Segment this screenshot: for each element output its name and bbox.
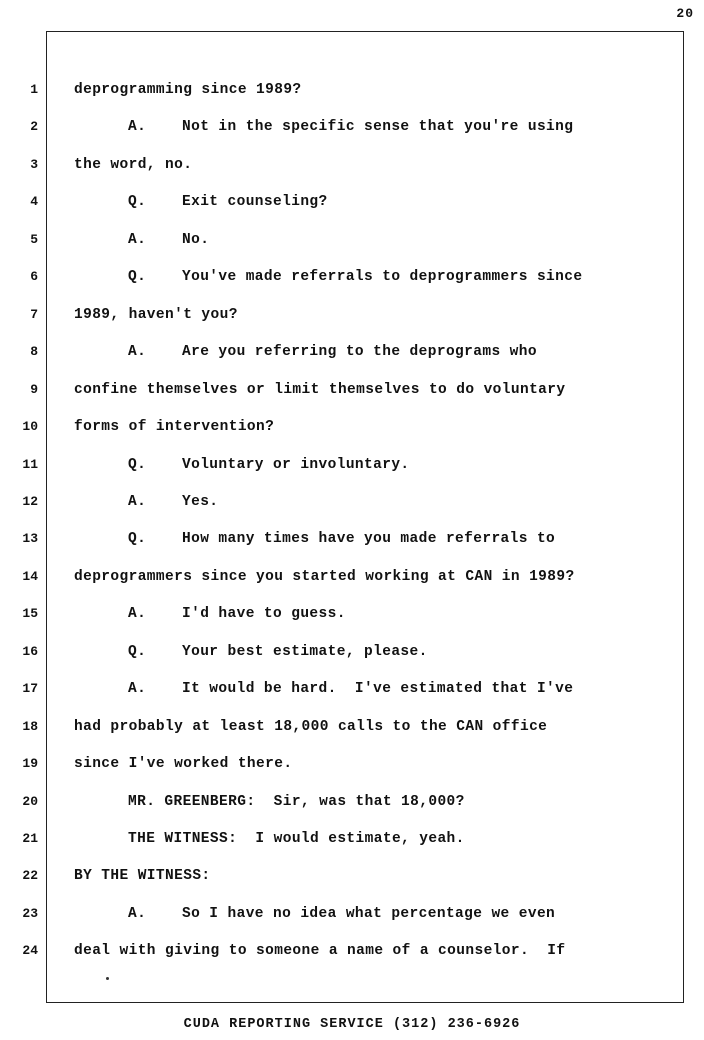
- line-content: the word, no.: [74, 156, 193, 173]
- line-content: THE WITNESS: I would estimate, yeah.: [128, 831, 465, 847]
- line-content: Yes.: [182, 493, 219, 510]
- line-text: [128, 117, 573, 137]
- line-number: 15: [22, 606, 38, 622]
- transcript-line: [0, 866, 704, 886]
- line-content: Are you referring to the deprograms who: [182, 344, 537, 361]
- transcript-line: [0, 380, 704, 400]
- transcript-frame: [46, 31, 684, 1003]
- speaker-marker: Q.: [128, 531, 147, 548]
- transcript-line: [0, 679, 704, 699]
- line-number: 14: [22, 568, 38, 584]
- line-number: 10: [22, 419, 38, 435]
- line-text: [74, 567, 575, 587]
- transcript-line: [0, 192, 704, 212]
- line-number: 17: [22, 681, 38, 697]
- line-number: 7: [30, 306, 38, 322]
- line-content: So I have no idea what percentage we even: [182, 905, 556, 922]
- line-content: It would be hard. I've estimated that I've: [182, 681, 574, 698]
- line-number: 4: [30, 194, 38, 210]
- line-text: [128, 342, 537, 362]
- speaker-marker: A.: [128, 231, 147, 248]
- speaker-marker: A.: [128, 119, 147, 136]
- line-number: 1: [30, 82, 38, 97]
- transcript-line: [0, 342, 704, 362]
- line-text: [74, 941, 565, 961]
- line-number: 6: [30, 269, 38, 285]
- line-text: [128, 829, 465, 849]
- line-number: 19: [22, 756, 38, 772]
- transcript-line: [0, 792, 704, 812]
- transcript-line: [0, 642, 704, 662]
- transcript-line: [0, 529, 704, 549]
- page-footer: CUDA REPORTING SERVICE (312) 236-6926: [183, 1017, 521, 1032]
- line-text: [128, 455, 410, 475]
- transcript-line: [0, 267, 704, 287]
- speaker-marker: A.: [128, 493, 147, 510]
- transcript-line: [0, 567, 704, 587]
- line-text: [128, 492, 218, 512]
- line-content: confine themselves or limit themselves to do voluntary: [74, 381, 566, 398]
- line-number: 2: [30, 119, 38, 135]
- transcript-line: [0, 455, 704, 475]
- line-number-divider: [46, 31, 47, 1003]
- line-text: [128, 267, 582, 287]
- stray-mark: [106, 977, 109, 980]
- line-content: BY THE WITNESS:: [74, 868, 211, 885]
- line-content: No.: [182, 231, 210, 248]
- line-content: Voluntary or involuntary.: [182, 456, 410, 473]
- line-text: [128, 904, 555, 924]
- line-number: 23: [22, 905, 38, 921]
- line-text: [128, 792, 465, 812]
- line-number: 21: [22, 831, 38, 846]
- transcript-line: [0, 305, 704, 325]
- speaker-marker: A.: [128, 606, 147, 623]
- line-text: [128, 230, 209, 250]
- line-content: deprogramming since 1989?: [74, 82, 302, 98]
- line-number: 3: [30, 156, 38, 172]
- transcript-line: [0, 904, 704, 924]
- line-content: I'd have to guess.: [182, 606, 346, 623]
- transcript-line: [0, 829, 704, 849]
- transcript-line: [0, 230, 704, 250]
- line-content: deal with giving to someone a name of a counselor. If: [74, 943, 566, 960]
- transcript-line: [0, 754, 704, 774]
- line-number: 5: [30, 231, 38, 247]
- line-content: since I've worked there.: [74, 756, 293, 773]
- line-content: 1989, haven't you?: [74, 306, 238, 323]
- line-text: [74, 380, 565, 400]
- line-text: [128, 679, 573, 699]
- transcript-line: [0, 417, 704, 437]
- speaker-marker: Q.: [128, 269, 147, 286]
- line-text: [74, 866, 211, 886]
- line-content: forms of intervention?: [74, 419, 275, 436]
- transcript-line: [0, 604, 704, 624]
- line-text: [128, 604, 346, 624]
- line-number: 24: [22, 943, 38, 959]
- transcript-line: [0, 941, 704, 961]
- speaker-marker: Q.: [128, 456, 147, 473]
- transcript-line: [0, 155, 704, 175]
- line-number: 11: [22, 456, 38, 472]
- line-content: You've made referrals to deprogrammers since: [182, 269, 583, 286]
- transcript-line: [0, 117, 704, 137]
- line-number: 9: [30, 381, 38, 397]
- line-text: [128, 529, 555, 549]
- speaker-marker: A.: [128, 905, 147, 922]
- line-text: [74, 155, 192, 175]
- transcript-line: [0, 492, 704, 512]
- page-number: 20: [676, 6, 694, 21]
- speaker-marker: Q.: [128, 643, 147, 660]
- line-number: 13: [22, 531, 38, 547]
- line-number: 8: [30, 344, 38, 360]
- transcript-line: [0, 717, 704, 737]
- line-content: had probably at least 18,000 calls to the CAN office: [74, 718, 548, 735]
- line-content: MR. GREENBERG: Sir, was that 18,000?: [128, 793, 465, 810]
- line-number: 18: [22, 718, 38, 734]
- line-text: [74, 80, 302, 100]
- line-text: [74, 717, 547, 737]
- line-text: [74, 417, 274, 437]
- line-text: [128, 192, 328, 212]
- speaker-marker: A.: [128, 344, 147, 361]
- line-content: deprogrammers since you started working at CAN in 1989?: [74, 568, 575, 585]
- line-number: 12: [22, 493, 38, 509]
- line-content: Your best estimate, please.: [182, 643, 428, 660]
- transcript-line: [0, 80, 704, 100]
- line-text: [128, 642, 428, 662]
- line-text: [74, 305, 238, 325]
- line-number: 16: [22, 643, 38, 659]
- line-content: How many times have you made referrals to: [182, 531, 556, 548]
- line-number: 20: [22, 793, 38, 809]
- speaker-marker: Q.: [128, 194, 147, 211]
- line-number: 22: [22, 868, 38, 884]
- line-text: [74, 754, 292, 774]
- line-content: Not in the specific sense that you're using: [182, 119, 574, 136]
- speaker-marker: A.: [128, 681, 147, 698]
- line-content: Exit counseling?: [182, 194, 328, 211]
